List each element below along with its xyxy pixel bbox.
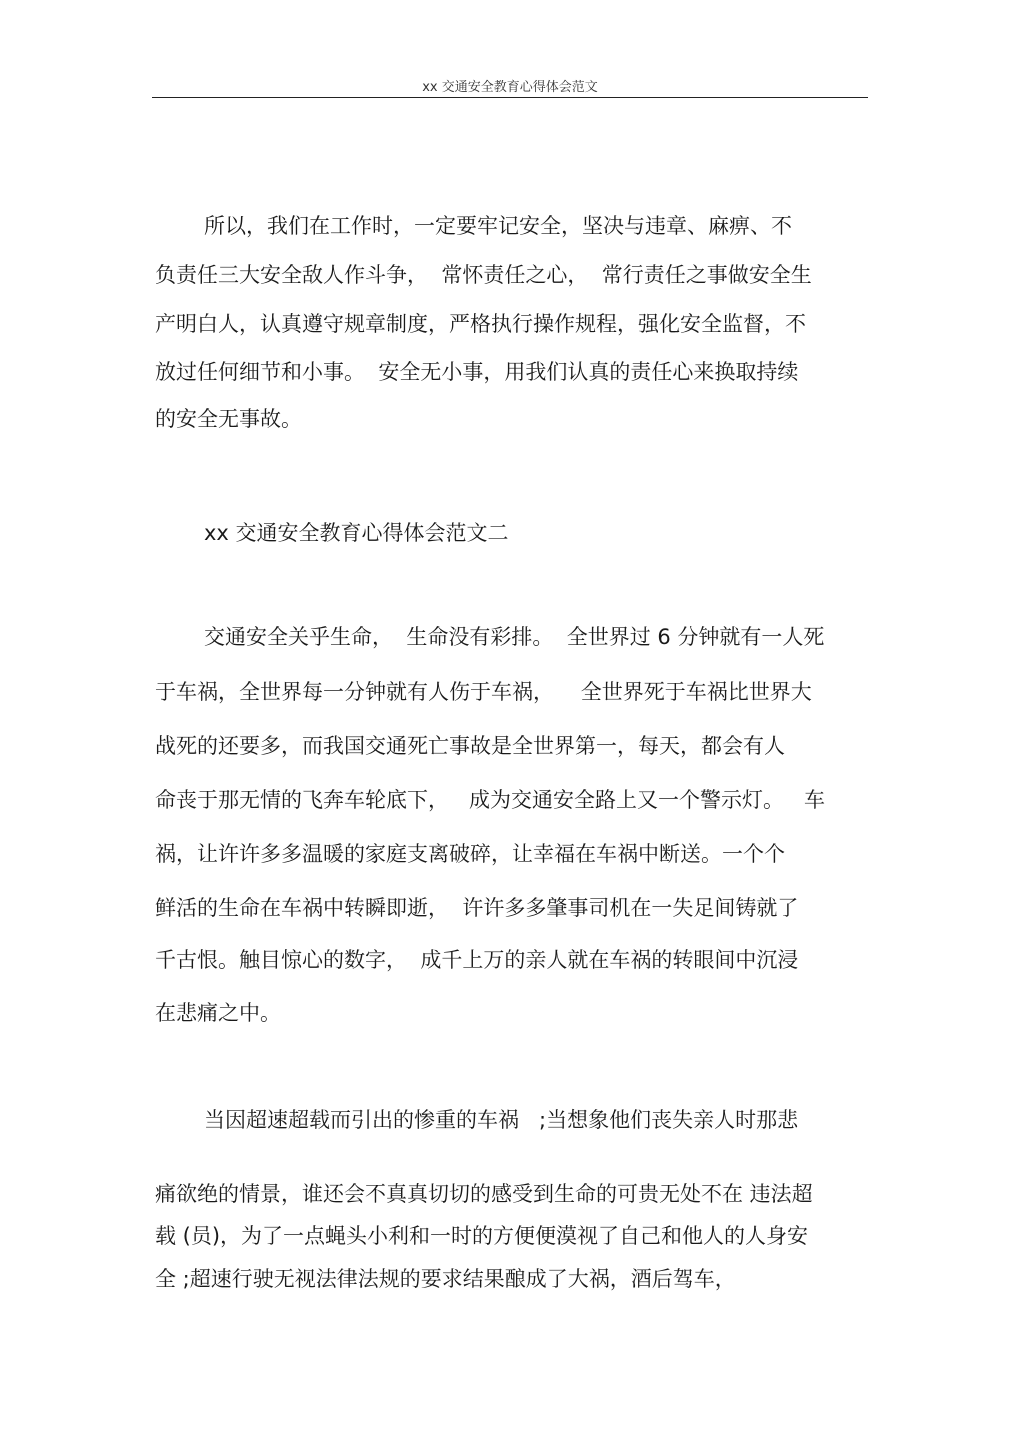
paragraph-line: 痛欲绝的情景，谁还会不真真切切的感受到生命的可贵无处不在 违法超 xyxy=(155,1182,813,1206)
section-title: xx 交通安全教育心得体会范文二 xyxy=(204,521,509,545)
paragraph-line: 载 (员)，为了一点蝇头小利和一时的方便便漠视了自己和他人的人身安 xyxy=(155,1224,809,1248)
page-header: xx 交通安全教育心得体会范文 xyxy=(422,80,598,95)
paragraph-line: 产明白人，认真遵守规章制度，严格执行操作规程，强化安全监督，不 xyxy=(155,312,806,336)
paragraph-line: 战死的还要多，而我国交通死亡事故是全世界第一，每天，都会有人 xyxy=(155,734,785,758)
paragraph-line: 放过任何细节和小事。 安全无小事，用我们认真的责任心来换取持续 xyxy=(155,360,799,384)
paragraph-line: 全 ;超速行驶无视法律法规的要求结果酿成了大祸，酒后驾车， xyxy=(155,1267,736,1291)
paragraph-line: 于车祸，全世界每一分钟就有人伤于车祸， 全世界死于车祸比世界大 xyxy=(155,680,812,704)
paragraph-line: 所以，我们在工作时，一定要牢记安全，坚决与违章、麻痹、不 xyxy=(204,214,792,238)
paragraph-line: 在悲痛之中。 xyxy=(155,1001,281,1025)
paragraph-line: 交通安全关乎生命， 生命没有彩排。 全世界过 6 分钟就有一人死 xyxy=(204,625,825,649)
paragraph-line: 千古恨。触目惊心的数字， 成千上万的亲人就在车祸的转眼间中沉浸 xyxy=(155,948,799,972)
paragraph-line: 的安全无事故。 xyxy=(155,407,302,431)
paragraph-line: 祸，让许许多多温暖的家庭支离破碎，让幸福在车祸中断送。一个个 xyxy=(155,842,785,866)
header-divider xyxy=(152,97,868,98)
paragraph-line: 当因超速超载而引出的惨重的车祸 ;当想象他们丧失亲人时那悲 xyxy=(204,1108,799,1132)
paragraph-line: 命丧于那无情的飞奔车轮底下， 成为交通安全路上又一个警示灯。 车 xyxy=(155,788,826,812)
paragraph-line: 鲜活的生命在车祸中转瞬即逝， 许许多多肇事司机在一失足间铸就了 xyxy=(155,896,799,920)
paragraph-line: 负责任三大安全敌人作斗争， 常怀责任之心， 常行责任之事做安全生 xyxy=(155,263,812,287)
